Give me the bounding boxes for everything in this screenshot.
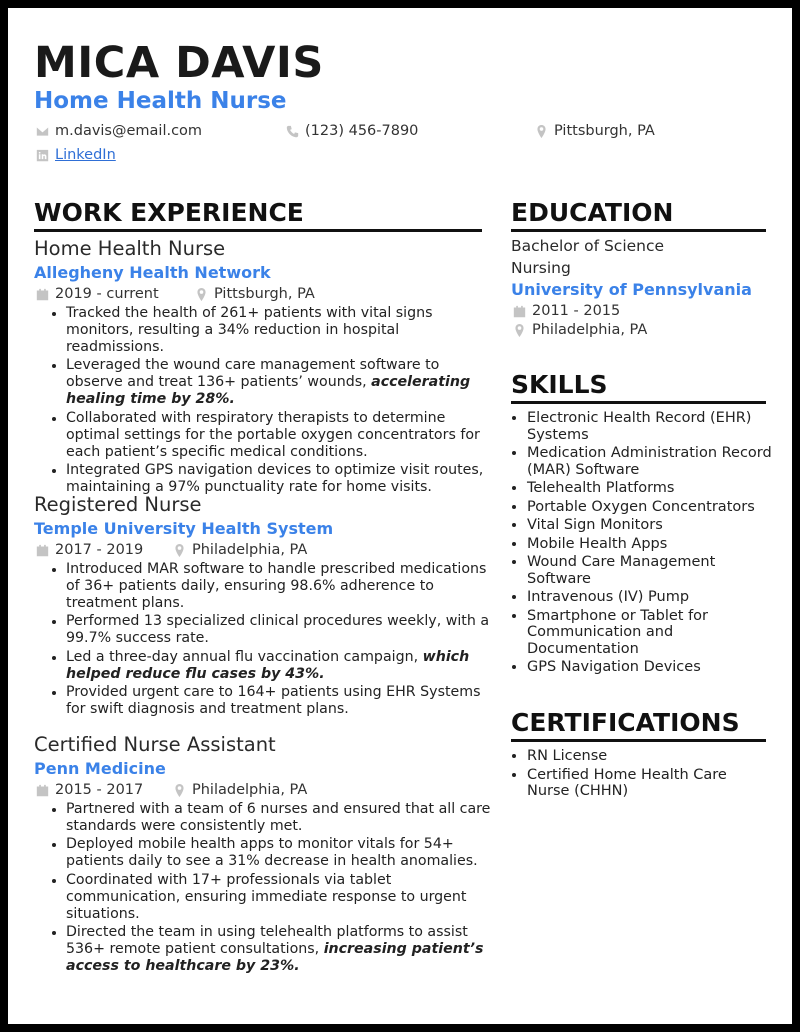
envelope-icon [36,125,49,138]
job-location [195,286,315,302]
list-item: • Coordinated with 17+ professionals via tablet communication, ensuring immediate response to urgent situations. [66,872,496,923]
list-item: • GPS Navigation Devices [527,659,772,676]
contact-location [535,123,655,139]
job-bullets [34,305,496,497]
school-name: University of Pennsylvania [511,280,752,299]
work-divider [34,229,482,232]
candidate-title: Home Health Nurse [34,88,287,114]
contact-linkedin [36,147,116,163]
map-pin-icon [513,324,526,337]
job-title: Registered Nurse [34,493,202,516]
education-dates-text: 2011 - 2015 [532,303,621,319]
list-item: • Introduced MAR software to handle prescribed medications of 36+ patients daily, ensuring 98.6% adherence to treatment plans. [66,561,496,612]
phone-icon [286,125,299,138]
map-pin-icon [195,288,208,301]
list-item: • Deployed mobile health apps to monitor vitals for 54+ patients daily to see a 31% decrease in health anomalies. [66,836,496,870]
certifications-divider [511,739,766,742]
list-item: • Integrated GPS navigation devices to optimize visit routes, maintaining a 97% punctuality rate for home visits. [66,462,496,496]
certifications-list [511,748,772,802]
list-item: • Collaborated with respiratory therapists to determine optimal settings for the portable oxygen concentrators for each patient’s specific medical conditions. [66,410,496,461]
calendar-icon [36,784,49,797]
calendar-icon [513,305,526,318]
company-name: Penn Medicine [34,759,166,778]
list-item: • Performed 13 specialized clinical procedures weekly, with a 99.7% success rate. [66,613,496,647]
emphasis-text: increasing patient’s access to healthcare by 23%. [66,940,484,974]
education-location-text: Philadelphia, PA [532,322,648,338]
job-location [173,542,307,558]
education-location [513,322,647,338]
candidate-name: MICA DAVIS [34,38,324,88]
job-title: Home Health Nurse [34,237,226,260]
emphasis-text: which helped reduce flu cases by 43%. [66,648,470,682]
location-text: Pittsburgh, PA [554,123,655,139]
list-item: • Intravenous (IV) Pump [527,589,772,606]
job-location-text: Pittsburgh, PA [214,286,315,302]
list-item: • Led a three-day annual flu vaccination campaign, which helped reduce flu cases by 43%. [66,649,496,683]
degree: Bachelor of Science [511,237,665,255]
skills-divider [511,401,766,404]
job-dates-text: 2019 - current [55,286,159,302]
job-dates-text: 2017 - 2019 [55,542,144,558]
list-item: • Leveraged the wound care management software to observe and treat 136+ patients’ wounds, accelerating healing time by 28%. [66,357,496,408]
list-item: • Directed the team in using telehealth platforms to assist 536+ remote patient consultations, increasing patient’s access to healthcare by 23%. [66,924,496,975]
emphasis-text: accelerating healing time by 28%. [66,374,471,408]
skills-heading: SKILLS [511,370,608,399]
job-dates [36,782,143,798]
list-item: • Vital Sign Monitors [527,517,772,534]
education-dates [513,303,620,319]
education-heading: EDUCATION [511,198,674,227]
list-item: • Wound Care Management Software [527,554,772,587]
job-title: Certified Nurse Assistant [34,733,276,756]
list-item: • Mobile Health Apps [527,536,772,553]
list-item: • Portable Oxygen Concentrators [527,499,772,516]
job-location-text: Philadelphia, PA [192,542,308,558]
job-bullets [34,801,496,976]
field-of-study: Nursing [511,259,571,277]
map-pin-icon [535,125,548,138]
list-item: • Tracked the health of 261+ patients with vital signs monitors, resulting a 34% reduction in hospital readmissions. [66,305,496,356]
email-text: m.davis@email.com [55,123,203,139]
list-item: • Electronic Health Record (EHR) Systems [527,410,772,443]
company-name: Allegheny Health Network [34,263,271,282]
job-dates-text: 2015 - 2017 [55,782,144,798]
list-item: • Partnered with a team of 6 nurses and ensured that all care standards were consistently met. [66,801,496,835]
list-item: • Provided urgent care to 164+ patients using EHR Systems for swift diagnosis and treatment plans. [66,684,496,718]
certifications-heading: CERTIFICATIONS [511,708,740,737]
linkedin-link[interactable]: LinkedIn [55,147,116,163]
map-pin-icon [173,544,186,557]
contact-phone [286,123,418,139]
job-dates [36,542,143,558]
list-item: • Medication Administration Record (MAR) Software [527,445,772,478]
job-location-text: Philadelphia, PA [192,782,308,798]
skills-list [511,410,772,678]
company-name: Temple University Health System [34,519,334,538]
calendar-icon [36,288,49,301]
work-experience-heading: WORK EXPERIENCE [34,198,304,227]
education-divider [511,229,766,232]
list-item: • RN License [527,748,772,765]
calendar-icon [36,544,49,557]
list-item: • Smartphone or Tablet for Communication and Documentation [527,608,772,658]
contact-email [36,123,202,139]
job-bullets [34,561,496,719]
map-pin-icon [173,784,186,797]
job-location [173,782,307,798]
linkedin-icon [36,149,49,162]
phone-text: (123) 456-7890 [305,123,419,139]
job-dates [36,286,159,302]
list-item: • Certified Home Health Care Nurse (CHHN) [527,767,772,800]
resume-page [8,8,792,1024]
list-item: • Telehealth Platforms [527,480,772,497]
